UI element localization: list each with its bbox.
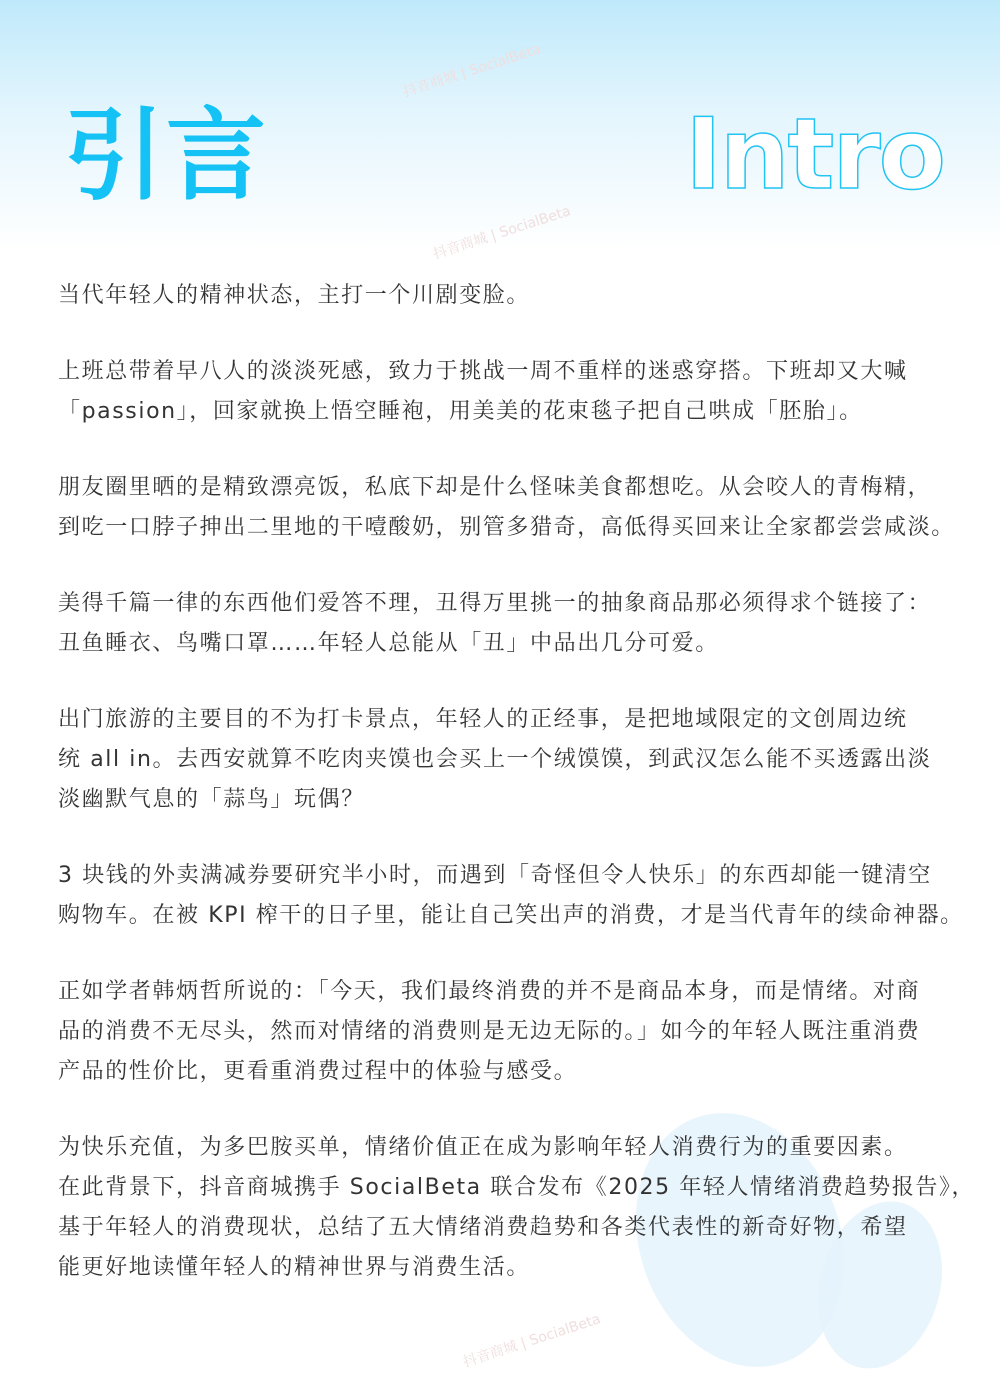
paragraph-line: 当代年轻人的精神状态，主打一个川剧变脸。 xyxy=(58,283,531,308)
page-title-cn: 引言 xyxy=(64,97,268,214)
paragraph-line: 丑鱼睡衣、鸟嘴口罩……年轻人总能从「丑」中品出几分可爱。 xyxy=(58,631,719,656)
paragraph-line: 「passion」，回家就换上悟空睡袍，用美美的花束毯子把自己哄成「胚胎」。 xyxy=(58,399,863,424)
paragraph xyxy=(58,468,958,548)
paragraph-line: 正如学者韩炳哲所说的：「今天，我们最终消费的并不是商品本身，而是情绪。对商 xyxy=(58,979,921,1004)
paragraph xyxy=(58,700,958,820)
paragraph-line: 品的消费不无尽头，然而对情绪的消费则是无边无际的。」如今的年轻人既注重消费 xyxy=(58,1019,921,1044)
paragraph-line: 在此背景下，抖音商城携手 SocialBeta 联合发布《2025 年轻人情绪消费趋势报告》， xyxy=(58,1175,976,1200)
page-title-en: Intro xyxy=(685,98,944,212)
paragraph-line: 为快乐充值，为多巴胺买单，情绪价值正在成为影响年轻人消费行为的重要因素。 xyxy=(58,1135,908,1160)
paragraph xyxy=(58,276,958,316)
paragraph-line: 产品的性价比，更看重消费过程中的体验与感受。 xyxy=(58,1059,578,1084)
paragraph-line: 能更好地读懂年轻人的精神世界与消费生活。 xyxy=(58,1255,531,1280)
paragraph-line: 基于年轻人的消费现状，总结了五大情绪消费趋势和各类代表性的新奇好物，希望 xyxy=(58,1215,908,1240)
paragraph-line: 购物车。在被 KPI 榨干的日子里，能让自己笑出声的消费，才是当代青年的续命神器。 xyxy=(58,903,964,928)
paragraph-line: 3 块钱的外卖满减券要研究半小时，而遇到「奇怪但令人快乐」的东西却能一键清空 xyxy=(58,863,932,888)
paragraph xyxy=(58,352,958,432)
paragraph-line: 上班总带着早八人的淡淡死感，致力于挑战一周不重样的迷惑穿搭。下班却又大喊 xyxy=(58,359,908,384)
watermark: 抖音商城 | SocialBeta xyxy=(461,1311,603,1371)
paragraph xyxy=(58,584,958,664)
paragraph-line: 美得千篇一律的东西他们爱答不理，丑得万里挑一的抽象商品那必须得求个链接了： xyxy=(58,591,932,616)
paragraph-line: 统 all in。去西安就算不吃肉夹馍也会买上一个绒馍馍，到武汉怎么能不买透露出淡 xyxy=(58,747,932,772)
paragraph xyxy=(58,972,958,1092)
intro-body xyxy=(58,276,976,1324)
paragraph-line: 出门旅游的主要目的不为打卡景点，年轻人的正经事，是把地域限定的文创周边统 xyxy=(58,707,908,732)
watermark: 抖音商城 | SocialBeta xyxy=(431,203,573,263)
watermark: 抖音商城 | SocialBeta xyxy=(401,41,543,101)
paragraph xyxy=(58,1128,976,1288)
paragraph-line: 到吃一口脖子抻出二里地的干噎酸奶，别管多猎奇，高低得买回来让全家都尝尝咸淡。 xyxy=(58,515,955,540)
paragraph-line: 淡幽默气息的「蒜鸟」玩偶？ xyxy=(58,787,365,812)
paragraph-line: 朋友圈里晒的是精致漂亮饭，私底下却是什么怪味美食都想吃。从会咬人的青梅精， xyxy=(58,475,932,500)
paragraph xyxy=(58,856,964,936)
